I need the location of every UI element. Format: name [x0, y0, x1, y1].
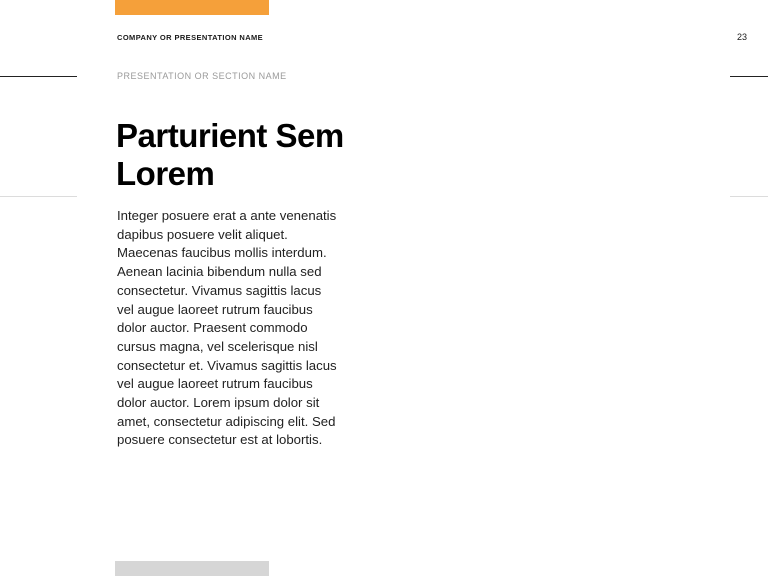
section-name: PRESENTATION OR SECTION NAME: [117, 71, 287, 81]
left-rule-top: [0, 76, 77, 77]
right-rule-top: [730, 76, 768, 77]
left-rule-bottom: [0, 196, 77, 197]
accent-bar: [115, 0, 269, 15]
page-number: 23: [736, 32, 747, 42]
body-paragraph: Integer posuere erat a ante venenatis dapibus posuere velit aliquet. Maecenas faucibus mollis interdum. Aenean lacinia bibendum nulla sed consectetur. Vivamus sagittis lacus vel augue laoreet rutrum faucibus dolor auctor. Praesent commodo cursus magna, vel scelerisque nisl consectetur et. Vivamus sagittis lacus vel augue laoreet rutrum faucibus dolor auctor. Lorem ipsum dolor sit amet, consectetur adipiscing elit. Sed posuere consectetur est at lobortis.: [117, 208, 337, 448]
footer-bar: [115, 561, 269, 576]
page-title: Parturient Sem Lorem: [116, 117, 344, 192]
right-rule-bottom: [730, 196, 768, 197]
company-name: COMPANY OR PRESENTATION NAME: [117, 33, 264, 42]
